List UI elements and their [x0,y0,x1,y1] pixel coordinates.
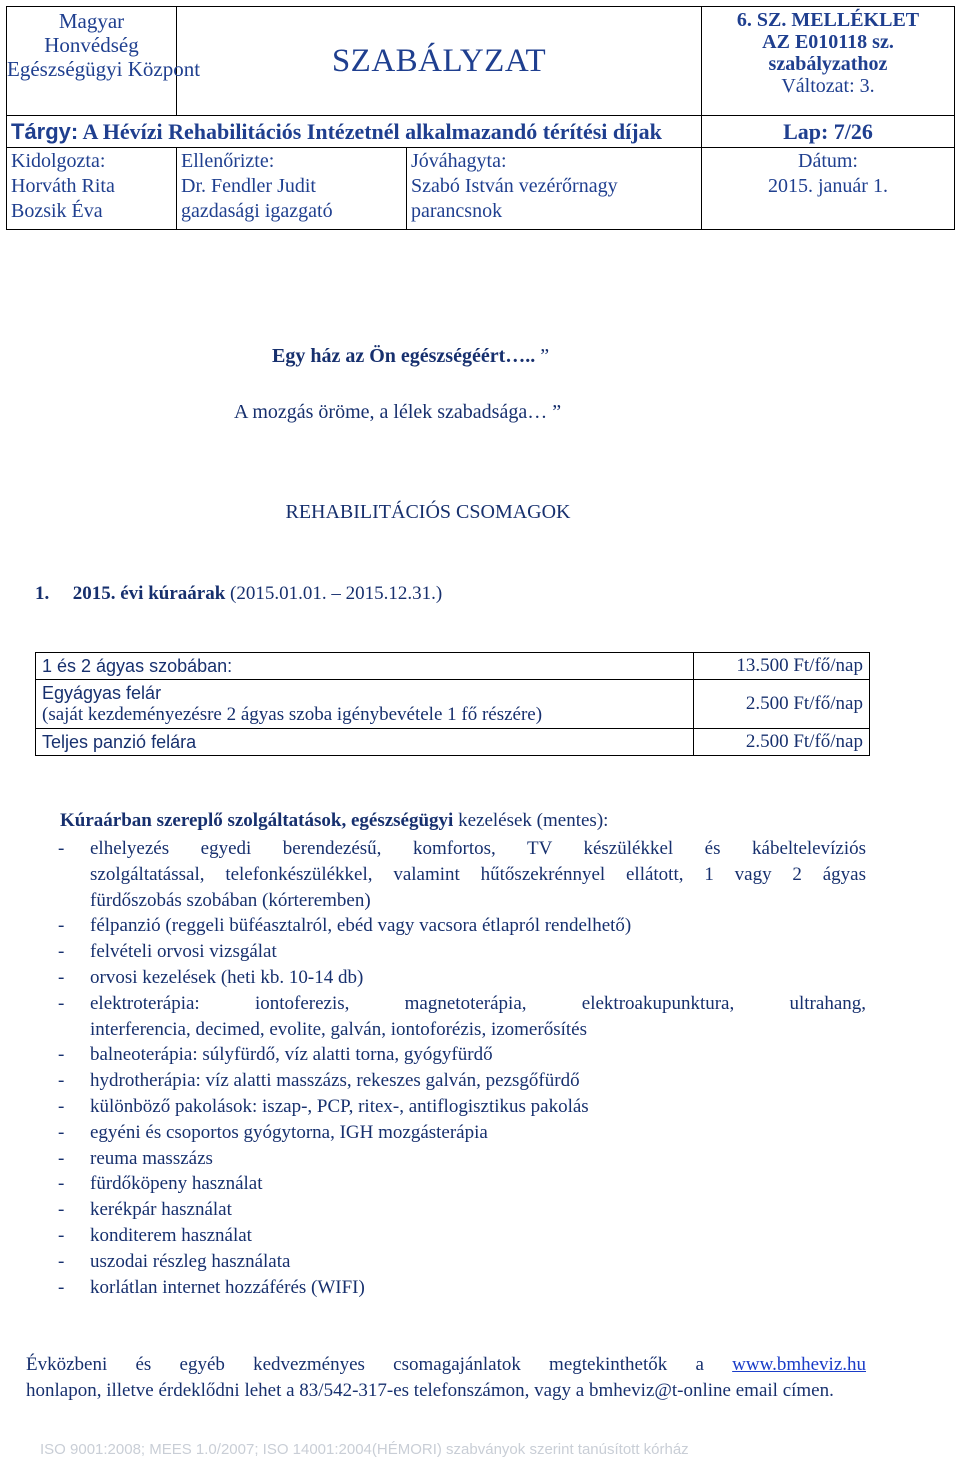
table-row [36,653,870,680]
services-heading-bold: Kúraárban szereplő szolgáltatások, egészségügyi [60,810,454,831]
approved-by-cell [407,148,702,230]
service-item-5-line-2: interferencia, decimed, evolite, galván, iontoforézis, izomerősítés [90,1018,587,1040]
service-item-13: konditerem használat [90,1224,252,1246]
list-item: - elhelyezés egyedi berendezésű, komfortos, TV készülékkel és kábeltelevíziós [58,836,866,862]
services-list [58,836,866,1300]
service-item-1-line-3: fürdőszobás szobában (kórteremben) [90,889,371,911]
price-row-2-note: (saját kezdeményezésre 2 ágyas szoba igénybevétele 1 fő részére) [42,704,543,725]
approved-by-name: Szabó István vezérőrnagy [411,175,618,197]
motto-2-text: A mozgás öröme, a lélek szabadsága… [234,401,548,423]
prepared-by-cell [7,148,177,230]
prices-heading-title: 2015. évi kúraárak [72,583,226,604]
list-item: - reuma masszázs [58,1146,866,1172]
service-item-1-line-1: elhelyezés egyedi berendezésű, komfortos, TV készülékkel és kábeltelevíziós [90,838,866,859]
document-header-table [6,6,955,230]
approved-by-role: parancsnok [411,200,503,222]
service-item-3: felvételi orvosi vizsgálat [90,941,277,963]
prepared-by-name-2: Bozsik Éva [11,200,103,222]
footer-line-1 [26,1352,866,1378]
list-item: - különböző pakolások: iszap-, PCP, ritex-, antiflogisztikus pakolás [58,1094,866,1120]
annex-reference: AZ E010118 sz. [762,31,894,53]
checked-by-name: Dr. Fendler Judit [181,175,316,197]
checked-by-label: Ellenőrizte: [181,150,275,172]
prices-heading [35,583,442,605]
prepared-by-label: Kidolgozta: [11,150,106,172]
price-row-3-amount: 2.500 Ft/fő/nap [694,729,870,756]
list-item: - félpanzió (reggeli büféasztalról, ebéd vagy vacsora étlapról rendelhető) [58,913,866,939]
service-item-8: különböző pakolások: iszap-, PCP, ritex-, antiflogisztikus pakolás [90,1095,589,1117]
service-item-1-line-2: szolgáltatással, telefonkészülékkel, valamint hűtőszekrénnyel ellátott, 1 vagy 2 ágyas [90,863,866,885]
service-item-10: reuma masszázs [90,1147,213,1169]
price-row-1-amount: 13.500 Ft/fő/nap [694,653,870,680]
footer-text-before: Évközbeni és egyéb kedvezményes csomagajánlatok megtekinthetők a [26,1354,704,1375]
prices-heading-range: (2015.01.01. – 2015.12.31.) [230,583,443,604]
price-row-2-label: Egyágyas felár [42,683,162,703]
subject-cell [7,116,702,148]
table-row [36,729,870,756]
organization-cell [7,7,201,116]
annex-regulation: szabályzathoz [768,53,888,75]
subject-text: A Hévízi Rehabilitációs Intézetnél alkalmazandó térítési díjak [82,119,662,144]
service-item-6: balneoterápia: súlyfürdő, víz alatti torna, gyógyfürdő [90,1044,493,1066]
service-item-7: hydrotherápia: víz alatti masszázs, rekeszes galván, pezsgőfürdő [90,1070,580,1092]
annex-number: 6. SZ. MELLÉKLET [736,9,920,31]
prepared-by-name-1: Horváth Rita [11,175,115,197]
date-value: 2015. január 1. [768,175,888,197]
document-title: SZABÁLYZAT [177,7,702,116]
date-label: Dátum: [798,150,858,172]
services-heading-rest: kezelések (mentes): [458,810,609,831]
motto-line-2: A mozgás öröme, a lélek szabadsága… ” [234,401,562,423]
version-label: Változat: 3. [781,75,875,97]
iso-certification-line: ISO 9001:2008; MEES 1.0/2007; ISO 14001:2004(HÉMORI) szabványok szerint tanúsított kórház [40,1441,689,1458]
list-item: - fürdőköpeny használat [58,1171,866,1197]
list-item: - orvosi kezelések (heti kb. 10-14 db) [58,965,866,991]
list-item: - egyéni és csoportos gyógytorna, IGH mozgásterápia [58,1120,866,1146]
service-item-14: uszodai részleg használata [90,1250,291,1272]
price-table [35,652,870,756]
list-item: - hydrotherápia: víz alatti masszázs, rekeszes galván, pezsgőfürdő [58,1068,866,1094]
service-item-4: orvosi kezelések (heti kb. 10-14 db) [90,966,364,988]
motto-1-text: Egy ház az Ön egészségéért….. [272,345,536,367]
list-item: - balneoterápia: súlyfürdő, víz alatti torna, gyógyfürdő [58,1042,866,1068]
list-item: - kerékpár használat [58,1197,866,1223]
date-cell [702,148,955,230]
list-item: - elektroterápia: iontoferezis, magnetoterápia, elektroakupunktura, ultrahang, [58,991,866,1017]
page-number: Lap: 7/26 [702,116,955,148]
service-item-2: félpanzió (reggeli büféasztalról, ebéd vagy vacsora étlapról rendelhető) [90,915,632,937]
prices-heading-number: 1. [35,583,50,604]
subject-label: Tárgy: [11,119,79,144]
price-row-3-label: Teljes panzió felára [36,729,694,756]
list-item: - konditerem használat [58,1223,866,1249]
service-item-5-line-1: elektroterápia: iontoferezis, magnetoterápia, elektroakupunktura, ultrahang, [90,992,866,1014]
section-title: REHABILITÁCIÓS CSOMAGOK [285,501,571,523]
annex-cell [702,7,955,116]
price-row-2-label-cell [36,680,694,729]
motto-line-1: Egy ház az Ön egészségéért….. ” [272,345,550,367]
service-item-9: egyéni és csoportos gyógytorna, IGH mozgásterápia [90,1121,488,1143]
list-item: - uszodai részleg használata [58,1249,866,1275]
price-row-1-label: 1 és 2 ágyas szobában: [36,653,694,680]
footer-text-after: honlapon, illetve érdeklődni lehet a 83/542-317-es telefonszámon, vagy a bmheviz@t-online email címen. [26,1379,834,1401]
price-row-2-amount: 2.500 Ft/fő/nap [694,680,870,729]
organization-name-line1: Magyar Honvédség [44,9,139,57]
footer-paragraph [26,1352,866,1403]
service-item-12: kerékpár használat [90,1199,232,1221]
checked-by-role: gazdasági igazgató [181,200,333,222]
checked-by-cell [177,148,407,230]
table-row [36,680,870,729]
organization-name-line2: Egészségügyi Központ [7,57,201,81]
website-link[interactable]: www.bmheviz.hu [732,1354,867,1375]
service-item-15: korlátlan internet hozzáférés (WIFI) [90,1276,365,1298]
approved-by-label: Jóváhagyta: [411,150,507,172]
list-item: - felvételi orvosi vizsgálat [58,939,866,965]
list-item: - korlátlan internet hozzáférés (WIFI) [58,1275,866,1301]
services-heading [60,810,608,832]
service-item-11: fürdőköpeny használat [90,1173,263,1195]
